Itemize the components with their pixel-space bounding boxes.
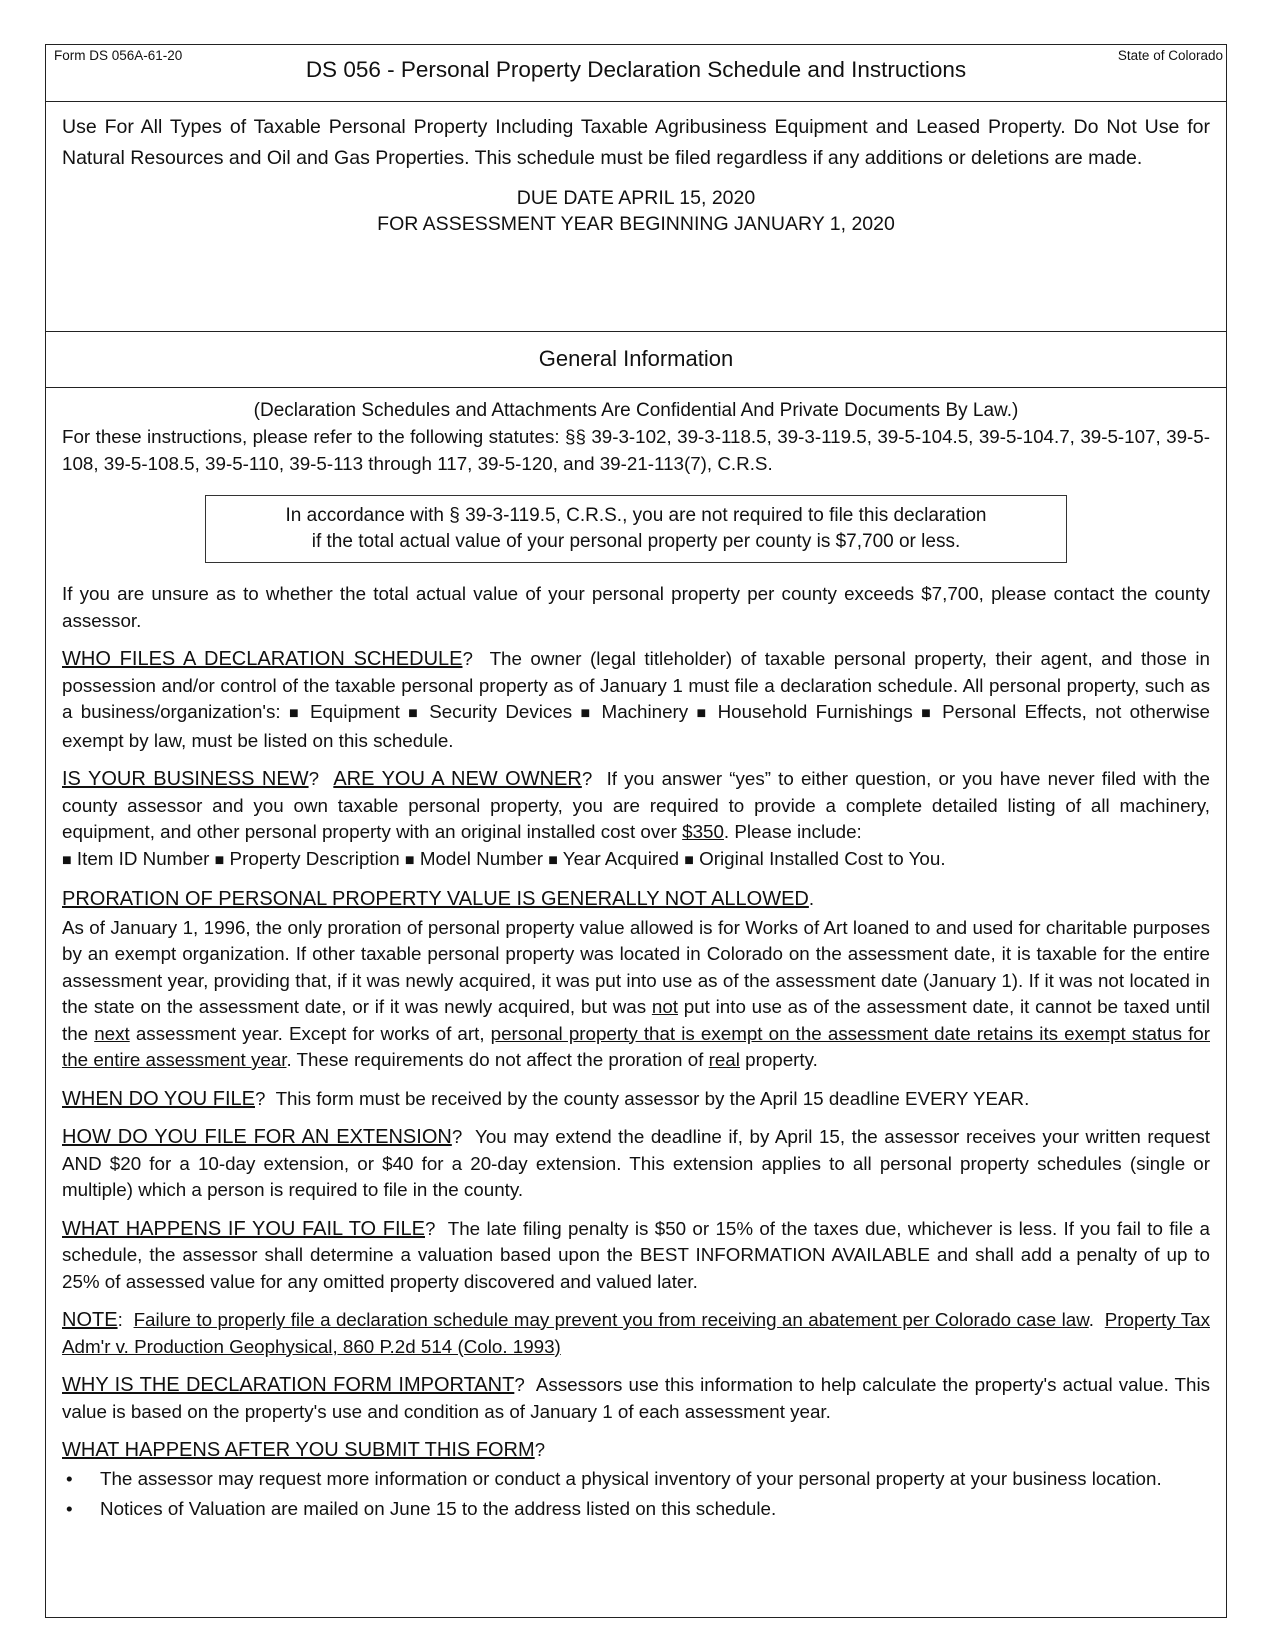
important-text: Assessors use this information to help calculate the property's actual value. This value is based on the property's use and condition as of January 1 of each assessment year. — [62, 1374, 1211, 1422]
proration-real: real — [708, 1049, 740, 1070]
when-file-section — [62, 1086, 1210, 1113]
proration-text — [62, 915, 1210, 1074]
when-file-text: This form must be received by the county assessor by the April 15 deadline EVERY YEAR. — [275, 1087, 1030, 1109]
question-mark: ? — [581, 768, 593, 789]
square-bullet-icon: ■ — [684, 851, 694, 869]
question-mark: ? — [514, 1374, 525, 1395]
list-item — [62, 1496, 1210, 1523]
square-bullet-icon: ■ — [921, 705, 934, 722]
proration-text-1: As of January 1, 1996, the only proration of personal property value allowed is for Works of Art loaned to and used for charitable purposes by an exempt organization. If other taxable personal property was located in Colorado on the assessment date, it is taxable for the entire assessment year, providing that, if it was newly acquired, it was put into use as of the assessment date (January 1). If it was not located in the state on the assessment date, or if it was newly acquired, but was — [62, 916, 1210, 1017]
list-item: Property Description — [229, 847, 400, 869]
bullet-icon: • — [66, 1467, 73, 1489]
intro-section — [46, 102, 1226, 332]
proration-heading-line — [62, 886, 1210, 913]
note-period: . — [1088, 1309, 1094, 1330]
important-section — [62, 1372, 1210, 1425]
notice-line-1: In accordance with § 39-3-119.5, C.R.S., you are not required to file this declaration — [285, 505, 987, 526]
question-mark: ? — [534, 1439, 546, 1460]
after-submit-bullet-2: Notices of Valuation are mailed on June 15 to the address listed on this schedule. — [100, 1498, 777, 1519]
square-bullet-icon: ■ — [548, 851, 558, 869]
new-business-text: If you answer “yes” to either question, or you have never filed with the county assessor and you own taxable personal property, you are required to provide a complete detailed listing of all machinery, equipment, and other personal property with an original installed cost over — [62, 768, 1210, 842]
due-date-block — [62, 185, 1210, 237]
proration-text-2: put into use as of the assessment date, it cannot be taxed until the — [62, 996, 1210, 1044]
statutes-text: For these instructions, please refer to the following statutes: §§ 39-3-102, 39-3-118.5, 39-3-119.5, 39-5-104.5, 39-5-104.7, 39-5-107, 39-5-108, 39-5-108.5, 39-5-110, 39-5-113 through 117, 39-5-120, and 39-21-113(7), C.R.S. — [62, 426, 1210, 474]
fail-to-file-heading: WHAT HAPPENS IF YOU FAIL TO FILE — [62, 1217, 425, 1240]
who-files-section — [62, 646, 1210, 754]
page-title: DS 056 - Personal Property Declaration Schedule and Instructions — [305, 57, 967, 82]
square-bullet-icon: ■ — [696, 705, 710, 722]
instructions-body — [46, 388, 1226, 1523]
square-bullet-icon: ■ — [214, 851, 225, 869]
list-item: Original Installed Cost to You. — [699, 847, 946, 869]
question-mark: ? — [425, 1217, 436, 1239]
extension-heading: HOW DO YOU FILE FOR AN EXTENSION — [62, 1126, 452, 1148]
unsure-text: If you are unsure as to whether the total actual value of your personal property per county exceeds $7,700, please contact the county assessor. — [62, 583, 1210, 631]
exemption-notice-box — [205, 495, 1067, 563]
question-mark: ? — [462, 648, 473, 669]
fail-to-file-section — [62, 1216, 1210, 1296]
due-date: DUE DATE APRIL 15, 2020 — [516, 187, 756, 209]
question-mark: ? — [308, 768, 320, 789]
list-item: Item ID Number — [76, 847, 210, 869]
list-item: Personal Effects, not otherwise exempt by law, must be listed on this schedule. — [62, 701, 1210, 751]
proration-text-5: property. — [745, 1049, 818, 1070]
form-frame — [45, 44, 1227, 1618]
when-file-heading: WHEN DO YOU FILE — [62, 1087, 255, 1110]
question-mark: ? — [255, 1087, 266, 1109]
proration-exempt-clause: personal property that is exempt on the assessment date retains its exempt status for the entire assessment year — [62, 1022, 1210, 1070]
square-bullet-icon: ■ — [404, 851, 415, 869]
proration-not: not — [651, 996, 678, 1017]
new-business-section — [62, 766, 1210, 874]
note-text: Failure to properly file a declaration schedule may prevent you from receiving an abatement per Colorado case law — [133, 1309, 1089, 1330]
note-label: NOTE — [62, 1309, 118, 1331]
extension-section — [62, 1124, 1210, 1204]
square-bullet-icon: ■ — [580, 705, 594, 722]
form-header — [46, 45, 1226, 102]
proration-text-3: assessment year. Except for works of art, — [135, 1022, 485, 1044]
period: . — [808, 888, 815, 909]
proration-heading: PRORATION OF PERSONAL PROPERTY VALUE IS GENERALLY NOT ALLOWED — [62, 888, 809, 910]
proration-text-4: . These requirements do not affect the proration of — [286, 1049, 704, 1070]
note-section — [62, 1307, 1210, 1360]
intro-text: Use For All Types of Taxable Personal Property Including Taxable Agribusiness Equipment and Leased Property. Do Not Use for Natural Resources and Oil and Gas Properties. This schedule must be filed regardless if any additions or deletions are made. — [62, 116, 1210, 169]
list-item: Machinery — [601, 701, 689, 722]
new-owner-heading: ARE YOU A NEW OWNER — [333, 768, 582, 790]
assessment-year: FOR ASSESSMENT YEAR BEGINNING JANUARY 1, 2020 — [377, 213, 895, 235]
list-item: Household Furnishings — [717, 701, 913, 722]
general-information-heading: General Information — [46, 332, 1226, 388]
case-citation: Property Tax Adm'r v. Production Geophysical, 860 P.2d 514 (Colo. 1993) — [62, 1309, 1210, 1357]
note-colon: : — [117, 1309, 123, 1330]
list-item: Equipment — [310, 701, 400, 722]
new-business-heading: IS YOUR BUSINESS NEW — [62, 768, 309, 790]
after-submit-list — [62, 1466, 1210, 1523]
form-id: Form DS 056A-61-20 — [54, 48, 183, 63]
notice-line-2: if the total actual value of your personal property per county is $7,700 or less. — [311, 531, 961, 552]
after-submit-bullet-1: The assessor may request more information or conduct a physical inventory of your personal property at your business location. — [100, 1467, 1162, 1489]
threshold-amount: $350 — [682, 821, 724, 842]
who-files-text: The owner (legal titleholder) of taxable personal property, their agent, and those in possession and/or control of the taxable personal property as of January 1 must file a declaration schedule. All personal property, such as a business/organization's: — [62, 648, 1210, 722]
after-submit-heading-line — [62, 1437, 1210, 1464]
list-item: Year Acquired — [562, 847, 680, 869]
proration-next: next — [94, 1022, 130, 1044]
new-business-text-after: . Please include: — [723, 821, 862, 842]
bullet-icon: • — [66, 1498, 73, 1519]
after-submit-heading: WHAT HAPPENS AFTER YOU SUBMIT THIS FORM — [62, 1439, 535, 1461]
list-item: Security Devices — [429, 701, 573, 722]
question-mark: ? — [451, 1126, 463, 1147]
important-heading: WHY IS THE DECLARATION FORM IMPORTANT — [62, 1374, 515, 1396]
fail-to-file-text: The late filing penalty is $50 or 15% of the taxes due, whichever is less. If you fail to file a schedule, the assessor shall determine a valuation based upon the BEST INFORMATION AVAILABLE and shall add a penalty of up to 25% of assessed value for any omitted property discovered and valued later. — [62, 1217, 1210, 1292]
extension-text: You may extend the deadline if, by April 15, the assessor receives your written request AND $20 for a 10-day extension, or $40 for a 20-day extension. This extension applies to all personal property schedules (single or multiple) which a person is required to file in the county. — [62, 1126, 1210, 1200]
list-item — [62, 1466, 1210, 1493]
square-bullet-icon: ■ — [62, 851, 72, 869]
state-label: State of Colorado — [1117, 48, 1223, 63]
square-bullet-icon: ■ — [408, 705, 421, 722]
confidential-note: (Declaration Schedules and Attachments Are Confidential And Private Documents By Law.) — [253, 400, 1019, 421]
square-bullet-icon: ■ — [288, 705, 302, 722]
list-item: Model Number — [419, 847, 543, 869]
who-files-heading: WHO FILES A DECLARATION SCHEDULE — [62, 648, 463, 670]
